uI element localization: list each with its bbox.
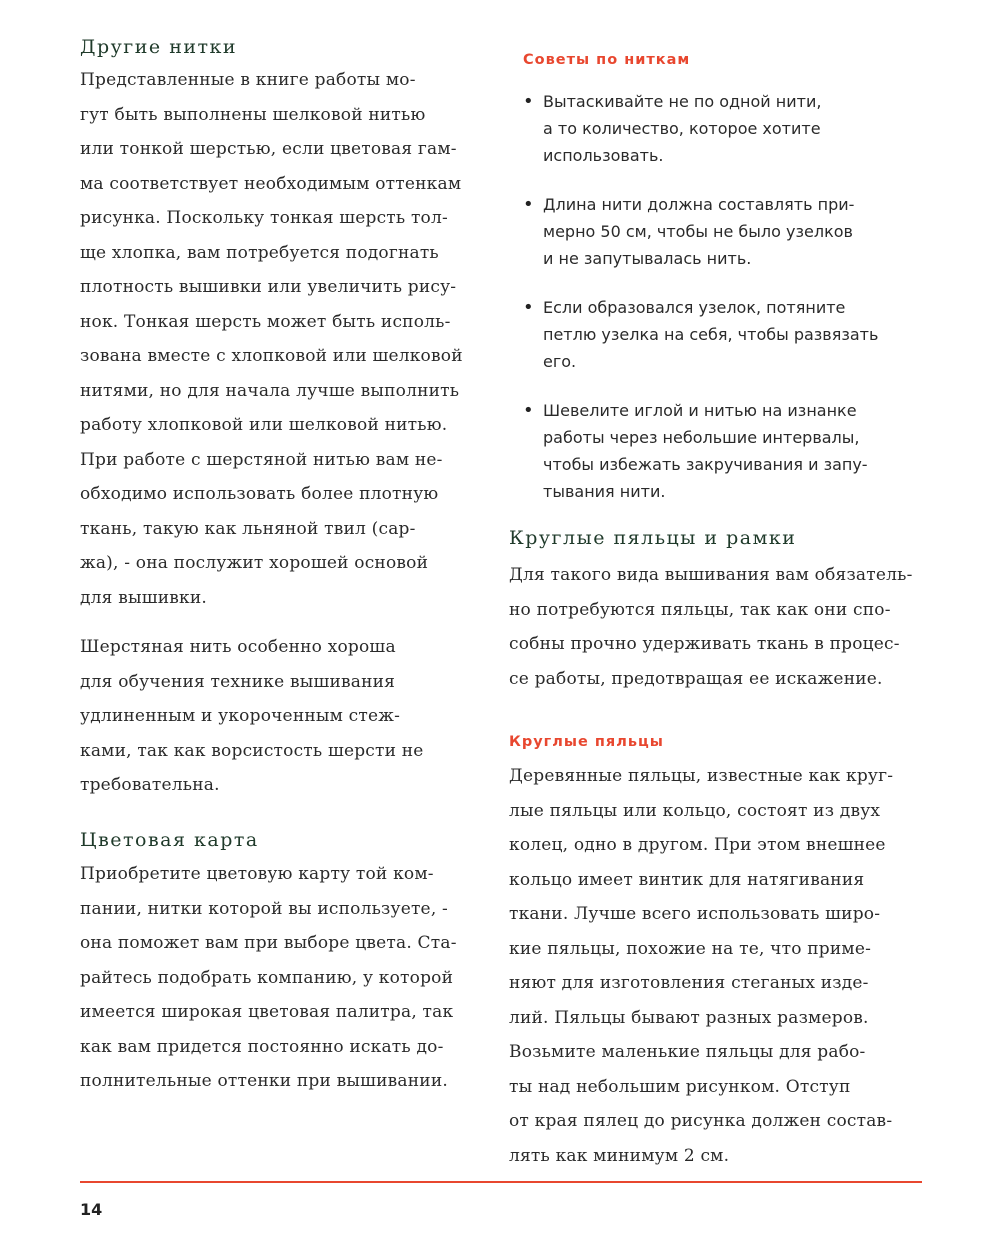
heading-round-hoops: Круглые пяльцы: [509, 734, 664, 750]
heading-hoops-and-frames: Круглые пяльцы и рамки: [509, 527, 797, 549]
bullet-icon: •: [523, 91, 534, 112]
tip-item: • Если образовался узелок, потяните петлю узелка на себя, чтобы развязать его.: [523, 294, 923, 375]
paragraph-hoops-and-frames: Для такого вида вышивания вам обязатель- но потребуются пяльцы, так как они спо- собны прочно удерживать ткань в процес- се работы, предотвращая ее искажение.: [509, 565, 913, 689]
tip-item: • Длина нити должна составлять при- мерно 50 см, чтобы не было узелков и не запутывалась нить.: [523, 191, 923, 272]
heading-other-threads: Другие нитки: [80, 36, 238, 58]
bullet-icon: •: [523, 194, 534, 215]
bullet-icon: •: [523, 400, 534, 421]
footer-divider: [80, 1181, 922, 1183]
bullet-icon: •: [523, 297, 534, 318]
thread-tips-list: [523, 88, 923, 527]
paragraph-other-threads-1: Представленные в книге работы мо- гут быть выполнены шелковой нитью или тонкой шерстью, если цветовая гам- ма соответствует необходимым оттенкам рисунка. Поскольку тонкая шерсть тол- ще хлопка, вам потребуется подогнать плотность вышивки или увеличить рису- нок. Тонкая шерсть может быть исполь- зована вместе с хлопковой или шелковой нитями, но для начала лучше выполнить работу хлопковой или шелковой нитью. При работе с шерстяной нитью вам не- обходимо использовать более плотную ткань, такую как льняной твил (сар- жа), - она послужит хорошей основой для вышивки.: [80, 70, 463, 608]
page-number: 14: [80, 1200, 103, 1219]
heading-color-card: Цветовая карта: [80, 829, 259, 851]
heading-thread-tips: Советы по ниткам: [523, 52, 691, 68]
tip-item: • Шевелите иглой и нитью на изнанке работы через небольшие интервалы, чтобы избежать закручивания и запу- тывания нити.: [523, 397, 923, 505]
tip-item: • Вытаскивайте не по одной нити, а то количество, которое хотите использовать.: [523, 88, 923, 169]
paragraph-round-hoops: Деревянные пяльцы, известные как круг- лые пяльцы или кольцо, состоят из двух колец, одно в другом. При этом внешнее кольцо имеет винтик для натягивания ткани. Лучше всего использовать широ- кие пяльцы, похожие на те, что приме- няют для изготовления стеганых изде- лий. Пяльцы бывают разных размеров. Возьмите маленькие пяльцы для рабо- ты над небольшим рисунком. Отступ от края пялец до рисунка должен состав- лять как минимум 2 см.: [509, 766, 894, 1166]
paragraph-color-card: Приобретите цветовую карту той ком- пании, нитки которой вы используете, - она поможет вам при выборе цвета. Ста- райтесь подобрать компанию, у которой имеется широкая цветовая палитра, так как вам придется постоянно искать до- полнительные оттенки при вышивании.: [80, 864, 457, 1091]
paragraph-other-threads-2: Шерстяная нить особенно хороша для обучения технике вышивания удлиненным и укороченным стеж- ками, так как ворсистость шерсти не требовательна.: [80, 637, 424, 795]
